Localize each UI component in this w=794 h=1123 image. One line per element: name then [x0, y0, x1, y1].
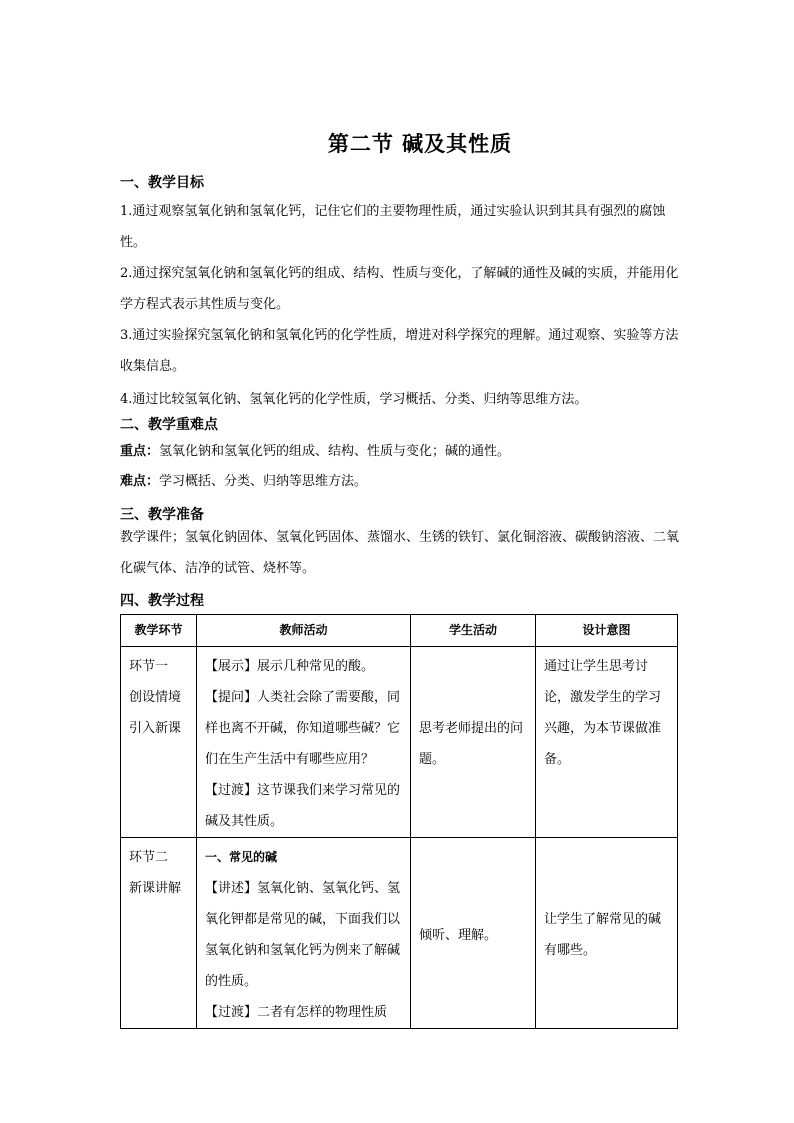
stage-line: 环节二 [129, 850, 169, 865]
difficult-point [120, 466, 680, 497]
header-teacher: 教师活动 [197, 615, 411, 647]
preparation-text: 教学课件；氢氧化钠固体、氢氧化钙固体、蒸馏水、生锈的铁钉、氯化铜溶液、碳酸钠溶液、二氧化碳气体、洁净的试管、烧杯等。 [120, 530, 680, 576]
intent-cell: 通过让学生思考讨论，激发学生的学习兴趣，为本节课做准备。 [536, 647, 678, 838]
key-point [120, 436, 680, 467]
teacher-activity: 【展示】展示几种常见的酸。 [205, 659, 375, 674]
stage-line: 创设情境 [129, 690, 182, 705]
student-cell: 倾听、理解。 [411, 838, 536, 1029]
intent-cell: 让学生了解常见的碱有哪些。 [536, 838, 678, 1029]
page-title: 第二节 碱及其性质 [327, 132, 513, 156]
table-row [121, 647, 678, 838]
teacher-subheading: 一、常见的碱 [205, 850, 278, 864]
key-point-label: 重点： [120, 444, 160, 459]
objective-2: 2.通过探究氢氧化钠和氢氧化钙的组成、结构、性质与变化，了解碱的通性及碱的实质，并能用化学方程式表示其性质与变化。 [120, 266, 679, 312]
difficult-point-text: 学习概括、分类、归纳等思维方法。 [159, 474, 368, 489]
objective-4: 4.通过比较氢氧化钠、氢氧化钙的化学性质，学习概括、分类、归纳等思维方法。 [120, 392, 588, 407]
header-stage: 教学环节 [121, 615, 197, 647]
table-row [121, 838, 678, 1029]
section-heading-process: 四、教学过程 [120, 593, 204, 609]
teacher-cell [197, 838, 411, 1029]
difficult-point-label: 难点： [120, 474, 160, 489]
student-cell: 思考老师提出的问题。 [411, 647, 536, 838]
stage-line: 新课讲解 [129, 881, 182, 896]
key-point-text: 氢氧化钠和氢氧化钙的组成、结构、性质与变化；碱的通性。 [159, 444, 511, 459]
teacher-activity: 【提问】人类社会除了需要酸，同样也离不开碱，你知道哪些碱？它们在生产生活中有哪些应用？ [205, 690, 401, 767]
teacher-activity: 【讲述】氢氧化钠、氢氧化钙、氢氧化钾都是常见的碱，下面我们以氢氧化钠和氢氧化钙为例来了解碱的性质。 [205, 881, 401, 989]
stage-cell [121, 838, 197, 1029]
section-heading-keypoints: 二、教学重难点 [120, 417, 218, 433]
teacher-activity: 【过渡】这节课我们来学习常见的碱及其性质。 [205, 783, 401, 829]
section-heading-objectives: 一、教学目标 [120, 175, 204, 191]
teacher-cell [197, 647, 411, 838]
process-table [120, 614, 678, 1029]
section-heading-preparation: 三、教学准备 [120, 507, 204, 523]
objective-1: 1.通过观察氢氧化钠和氢氧化钙，记住它们的主要物理性质，通过实验认识到其具有强烈的腐蚀性。 [120, 204, 666, 250]
header-student: 学生活动 [411, 615, 536, 647]
header-intent: 设计意图 [536, 615, 678, 647]
objective-3: 3.通过实验探究氢氧化钠和氢氧化钙的化学性质，增进对科学探究的理解。通过观察、实验等方法收集信息。 [120, 328, 679, 374]
stage-line: 引入新课 [129, 721, 182, 736]
stage-cell [121, 647, 197, 838]
teacher-activity: 【过渡】二者有怎样的物理性质 [205, 1005, 388, 1020]
table-header-row [121, 615, 678, 647]
stage-line: 环节一 [129, 659, 169, 674]
